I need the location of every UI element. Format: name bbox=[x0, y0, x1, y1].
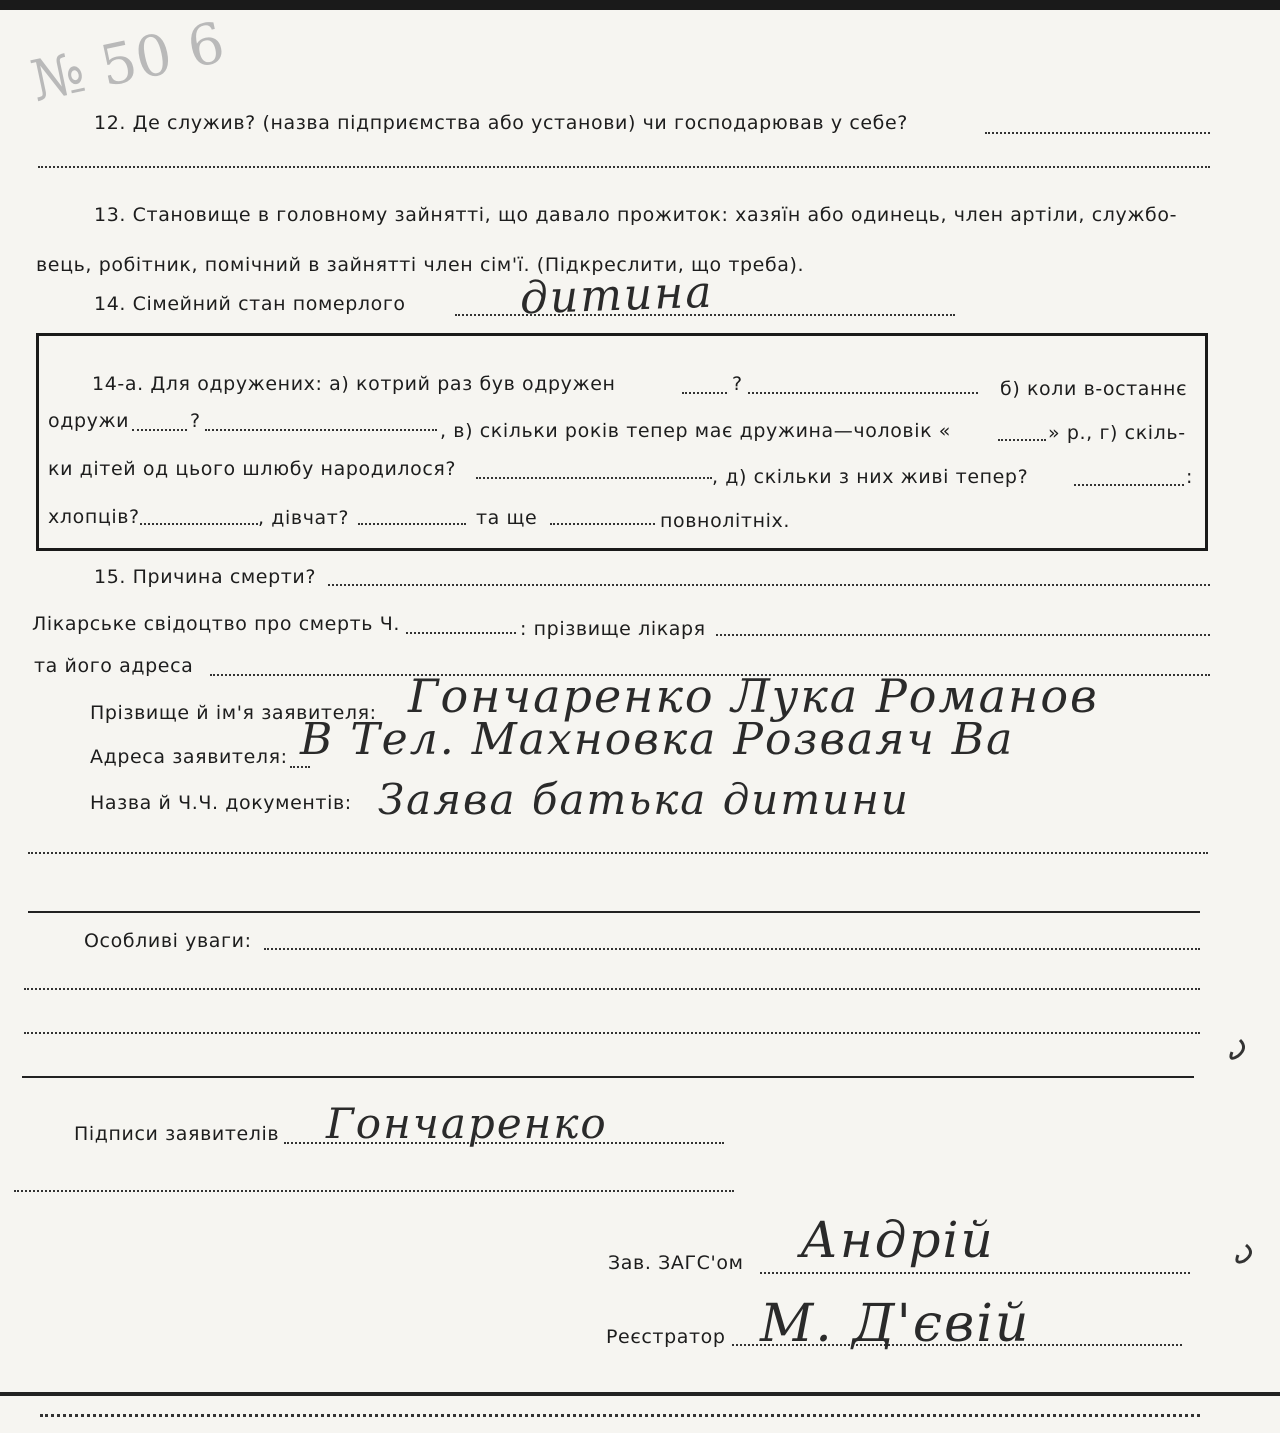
q14a-line-2a: одружи bbox=[48, 410, 130, 432]
q14a-line-2b: , в) скільки років тепер має дружина—чоловік « bbox=[440, 420, 952, 442]
applicant-docs-handwritten: Заява батька дитини bbox=[378, 775, 910, 824]
q14a-line-1b: б) коли в-останнє bbox=[1000, 378, 1188, 400]
q14a-line-2c: » р., г) скіль- bbox=[1048, 422, 1186, 444]
q14a-line-3c: : bbox=[1186, 466, 1194, 488]
q14-label: 14. Сімейний стан померлого bbox=[94, 293, 406, 315]
q15-doctor-label: : прізвище лікаря bbox=[520, 618, 706, 640]
applicant-address-handwritten: В Тел. Махновка Розваяч Ва bbox=[300, 714, 1015, 765]
q15-certificate-label: Лікарське свідоцтво про смерть Ч. bbox=[32, 613, 400, 635]
applicant-name-label: Прізвище й ім'я заявителя: bbox=[90, 702, 377, 724]
zags-head-signature: Андрій bbox=[800, 1211, 995, 1269]
applicants-signature-label: Підписи заявителів bbox=[74, 1123, 280, 1145]
q15-label: 15. Причина смерти? bbox=[94, 566, 317, 588]
q14a-line-4a: хлопців? bbox=[48, 506, 140, 528]
applicant-name-handwritten: Гончаренко Лука Романов bbox=[408, 669, 1099, 723]
q15-address-label: та його адреса bbox=[34, 655, 194, 677]
pencil-mark: № 50 6 bbox=[25, 10, 231, 115]
q14a-line-1a: 14-а. Для одружених: а) котрий раз був одружен bbox=[92, 373, 616, 395]
q14a-line-3a: ки дітей од цього шлюбу народилося? bbox=[48, 458, 457, 480]
q14a-line-4b: , дівчат? bbox=[258, 507, 350, 529]
q14a-line-4c: та ще bbox=[476, 507, 538, 529]
margin-mark-1 bbox=[1231, 1040, 1244, 1058]
applicants-signature-handwritten: Гончаренко bbox=[326, 1099, 608, 1148]
q14a-line-4d: повнолітніх. bbox=[660, 510, 790, 532]
q14-handwritten-answer: дитина bbox=[519, 266, 715, 325]
margin-mark-2 bbox=[1237, 1245, 1251, 1262]
applicant-docs-label: Назва й Ч.Ч. документів: bbox=[90, 792, 352, 814]
q14a-q-mark-2: ? bbox=[190, 410, 201, 432]
q14a-line-3b: , д) скільки з них живі тепер? bbox=[712, 466, 1029, 488]
q12-text: 12. Де служив? (назва підприємства або установи) чи господарював у себе? bbox=[94, 112, 908, 134]
applicant-address-label: Адреса заявителя: bbox=[90, 746, 288, 768]
q14a-q-mark-1: ? bbox=[732, 373, 743, 395]
q13-line-2: вець, робітник, помічний в зайнятті член сім'ї. (Підкреслити, що треба). bbox=[36, 254, 805, 276]
q13-line-1: 13. Становище в головному зайнятті, що давало прожиток: хазяїн або одинець, член артіли, службо- bbox=[94, 204, 1178, 226]
remarks-label: Особливі уваги: bbox=[84, 930, 252, 952]
registrar-label: Реєстратор bbox=[606, 1326, 726, 1348]
zags-head-label: Зав. ЗАГС'ом bbox=[608, 1252, 744, 1274]
registrar-signature: М. Д'євій bbox=[760, 1294, 1031, 1354]
